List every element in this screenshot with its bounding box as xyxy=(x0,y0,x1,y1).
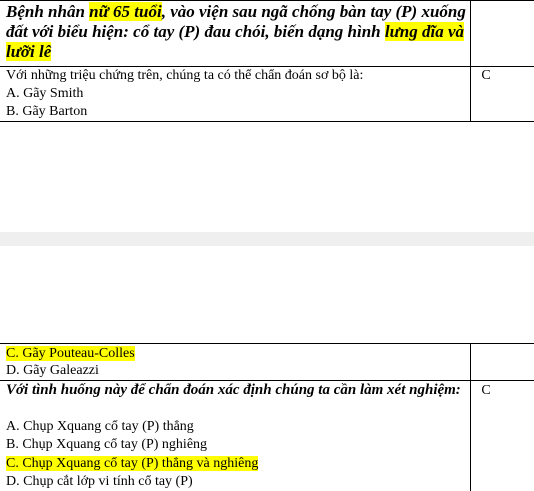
page-break-gap xyxy=(0,232,534,246)
question2-option-a: A. Chụp Xquang cổ tay (P) thẳng xyxy=(6,419,194,434)
question2-option-b: B. Chụp Xquang cổ tay (P) nghiêng xyxy=(6,437,208,452)
question1-answer: C xyxy=(481,68,491,83)
question2-option-c xyxy=(6,455,258,473)
question1-stem xyxy=(6,2,466,62)
q1-stem-highlight-deformity: lưng dĩa và lưỡi lê xyxy=(6,22,465,61)
question1-option-d: D. Gãy Galeazzi xyxy=(6,363,99,378)
q1-stem-highlight-age: nữ 65 tuổi xyxy=(89,2,162,21)
q1-stem-part-3: , vào viện sau ngã chống bàn tay (P) xuống đất với biểu hiện: cổ tay (P) đau chói, biến dạng hình xyxy=(6,2,466,41)
question2-option-d: D. Chụp cắt lớp vi tính cổ tay (P) xyxy=(6,474,193,489)
question2-stem: Với tình huống này để chẩn đoán xác định chúng ta cần làm xét nghiệm: xyxy=(6,382,461,398)
option-c-highlight: C. Gãy Pouteau-Colles xyxy=(6,346,135,361)
question1-option-c xyxy=(6,345,135,363)
q2-option-c-highlight: C. Chụp Xquang cổ tay (P) thẳng và nghiêng xyxy=(6,456,259,471)
q1-stem-part-1: Bệnh nhân xyxy=(6,2,90,21)
question1-prompt: Với những triệu chứng trên, chúng ta có thể chẩn đoán sơ bộ là: xyxy=(6,68,364,83)
question2-answer: C xyxy=(481,383,491,398)
question1-option-b: B. Gãy Barton xyxy=(6,104,88,119)
question1-option-a: A. Gãy Smith xyxy=(6,86,84,101)
